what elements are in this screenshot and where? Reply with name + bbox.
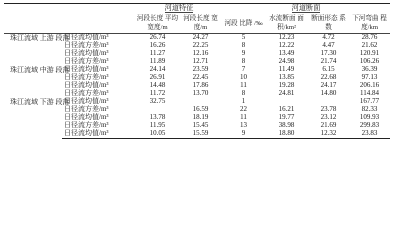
table-cell: 12.71	[192, 57, 209, 65]
table-cell: 11	[240, 113, 247, 121]
table-cell: 167.77	[359, 97, 380, 105]
column-header: 河段长度 平均宽度/m	[136, 15, 179, 32]
table-cell: 11.49	[278, 65, 295, 73]
table-cell: 13.85	[278, 73, 295, 81]
row-label: 日径流均值/m³	[64, 49, 109, 57]
table-cell: 24.17	[320, 81, 337, 89]
table-cell: 16.21	[278, 105, 295, 113]
table-cell: 15.59	[179, 130, 222, 139]
table-cell: 114.84	[360, 89, 380, 97]
table-cell: 10	[240, 73, 248, 81]
row-label: 日径流方差/m³	[64, 105, 109, 113]
table-cell: 11.89	[149, 57, 166, 65]
table-cell: 17.86	[192, 81, 209, 89]
table-cell: 11.72	[149, 89, 166, 97]
table-cell: 8	[241, 57, 246, 65]
data-table-container	[4, 3, 390, 139]
group-header-channel: 河道特征	[164, 4, 194, 13]
table-cell: 9	[222, 130, 265, 139]
table-cell: 24.98	[278, 57, 295, 65]
row-label: 日径流均值/m³	[64, 113, 109, 121]
table-cell: 11.27	[149, 49, 166, 57]
table-cell: 4.72	[322, 33, 335, 41]
table-cell: 22.25	[192, 41, 209, 49]
table-cell: 206.16	[359, 81, 380, 89]
table-cell: 36.39	[361, 65, 378, 73]
column-header: 水流断面 面积/km²	[265, 14, 308, 33]
row-label: 日径流均值/m³	[62, 130, 136, 139]
table-cell: 13.49	[278, 49, 295, 57]
table-cell: 12.22	[278, 41, 295, 49]
row-label: 日径流方差/m³	[64, 41, 109, 49]
row-label: 日径流均值/m³	[64, 33, 109, 41]
table-cell: 18.19	[192, 113, 209, 121]
table-cell: 11.95	[149, 121, 166, 129]
table-cell: 10.05	[136, 130, 179, 139]
column-header: 下河弯曲 程度/km	[349, 14, 390, 33]
table-cell: 106.26	[359, 57, 380, 65]
column-header: 断面形态 系数	[308, 14, 349, 33]
table-cell: 13.70	[192, 89, 209, 97]
table-cell: 26.91	[149, 73, 166, 81]
table-cell: 12.32	[308, 130, 349, 139]
table-cell: 5	[241, 33, 246, 41]
table-cell: 17.30	[320, 49, 337, 57]
table-cell: 24.14	[149, 65, 166, 73]
table-cell: 1	[241, 97, 246, 105]
table-cell: 19.28	[278, 81, 295, 89]
table-cell: 19.77	[278, 113, 295, 121]
row-label: 日径流均值/m³	[64, 81, 109, 89]
table-cell: 7	[241, 65, 246, 73]
table-cell: 24.27	[192, 33, 209, 41]
table-cell: 12.23	[278, 33, 295, 41]
table-cell: 120.91	[359, 49, 380, 57]
group-header-section: 河道断面	[291, 4, 321, 13]
table-cell: 14.48	[149, 81, 166, 89]
table-cell: 8	[241, 89, 246, 97]
row-label: 日径流均值/m³	[64, 97, 109, 105]
table-cell: 26.74	[149, 33, 166, 41]
section-label: 珠江流域 上游 段落	[10, 33, 70, 42]
row-label: 日径流方差/m³	[64, 73, 109, 81]
table-cell: 23.12	[320, 113, 337, 121]
table-cell: 16.59	[192, 105, 209, 113]
table-cell: 24.81	[278, 89, 295, 97]
table-cell: 97.13	[361, 73, 378, 81]
table-cell: 15.45	[192, 121, 209, 129]
table-cell: 12.16	[192, 49, 209, 57]
table-cell: 22	[240, 105, 248, 113]
table-cell: 23.83	[349, 130, 390, 139]
table-cell: 23.78	[320, 105, 337, 113]
table-cell: 21.69	[320, 121, 337, 129]
table-row	[4, 130, 390, 139]
table-cell: 16.26	[149, 41, 166, 49]
table-cell: 22.45	[192, 73, 209, 81]
table-cell: 21.74	[320, 57, 337, 65]
row-label: 日径流方差/m³	[64, 89, 109, 97]
table-cell: 11	[240, 81, 247, 89]
table-cell: 18.80	[265, 130, 308, 139]
table-cell: 299.83	[359, 121, 380, 129]
table-cell: 22.68	[320, 73, 337, 81]
data-table	[4, 3, 390, 139]
table-cell: 4.47	[322, 41, 335, 49]
column-header: 河段长度 宽度/m	[179, 14, 222, 33]
table-cell: 28.76	[361, 33, 378, 41]
section-label: 珠江流域 中游 段落	[10, 65, 70, 74]
table-cell: 9	[241, 49, 246, 57]
row-label: 日径流方差/m³	[64, 121, 109, 129]
table-cell: 8	[241, 41, 246, 49]
section-label: 珠江流域 下游 段落	[10, 97, 70, 106]
table-cell: 32.75	[149, 97, 166, 105]
table-cell: 21.62	[361, 41, 378, 49]
table-cell: 14.80	[320, 89, 337, 97]
table-cell: 109.93	[359, 113, 380, 121]
column-header: 河段 比降 /‰	[222, 14, 265, 33]
table-cell: 6.15	[322, 65, 335, 73]
row-label: 日径流方差/m³	[64, 57, 109, 65]
table-cell: 13	[240, 121, 248, 129]
table-row	[4, 90, 390, 98]
row-label: 日径流均值/m³	[64, 65, 109, 73]
table-cell: 23.59	[192, 65, 209, 73]
table-cell: 38.98	[278, 121, 295, 129]
table-cell: 13.78	[149, 113, 166, 121]
table-cell: 82.33	[361, 105, 378, 113]
